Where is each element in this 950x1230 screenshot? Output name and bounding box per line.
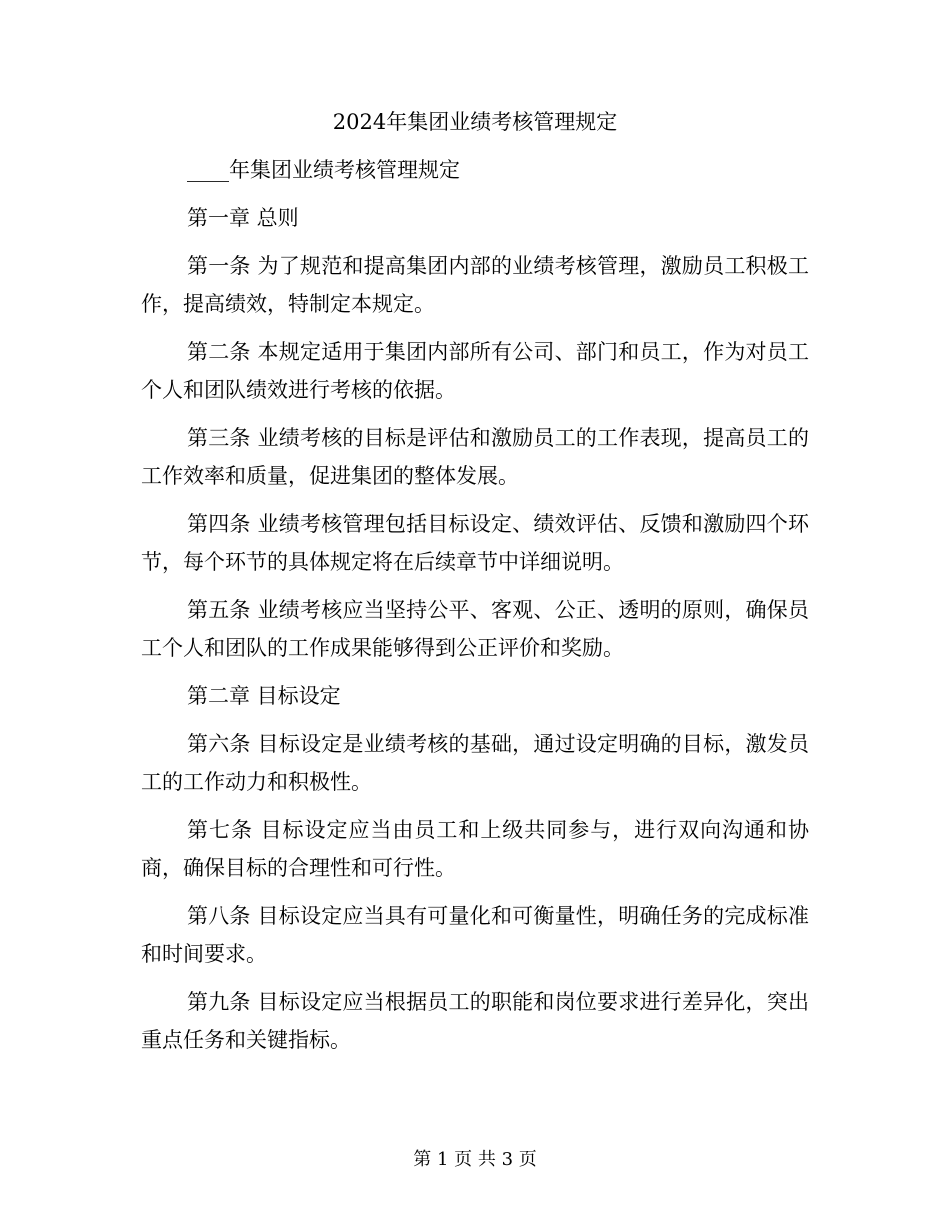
- article-8: 第八条 目标设定应当具有可量化和可衡量性，明确任务的完成标准和时间要求。: [141, 904, 809, 966]
- article-4: 第四条 业绩考核管理包括目标设定、绩效评估、反馈和激励四个环节，每个环节的具体规定将在后续章节中详细说明。: [141, 512, 809, 574]
- article-3: 第三条 业绩考核的目标是评估和激励员工的工作表现，提高员工的工作效率和质量，促进集团的整体发展。: [141, 426, 809, 488]
- article-7: 第七条 目标设定应当由员工和上级共同参与，进行双向沟通和协商，确保目标的合理性和可行性。: [141, 818, 809, 880]
- chapter-heading-1: 第一章 总则: [187, 206, 299, 230]
- chapter-heading-2: 第二章 目标设定: [187, 684, 341, 708]
- article-5: 第五条 业绩考核应当坚持公平、客观、公正、透明的原则，确保员工个人和团队的工作成果能够得到公正评价和奖励。: [141, 598, 809, 660]
- document-body: [141, 151, 809, 1069]
- document-title: 2024年集团业绩考核管理规定: [332, 110, 618, 134]
- article-1: 第一条 为了规范和提高集团内部的业绩考核管理，激励员工积极工作，提高绩效，特制定本规定。: [141, 254, 809, 316]
- paragraph-subtitle: ____年集团业绩考核管理规定: [187, 158, 460, 182]
- article-6: 第六条 目标设定是业绩考核的基础，通过设定明确的目标，激发员工的工作动力和积极性。: [141, 732, 809, 794]
- page-footer: 第 1 页 共 3 页: [413, 1149, 537, 1170]
- article-2: 第二条 本规定适用于集团内部所有公司、部门和员工，作为对员工个人和团队绩效进行考核的依据。: [141, 340, 809, 402]
- article-9: 第九条 目标设定应当根据员工的职能和岗位要求进行差异化，突出重点任务和关键指标。: [141, 990, 809, 1052]
